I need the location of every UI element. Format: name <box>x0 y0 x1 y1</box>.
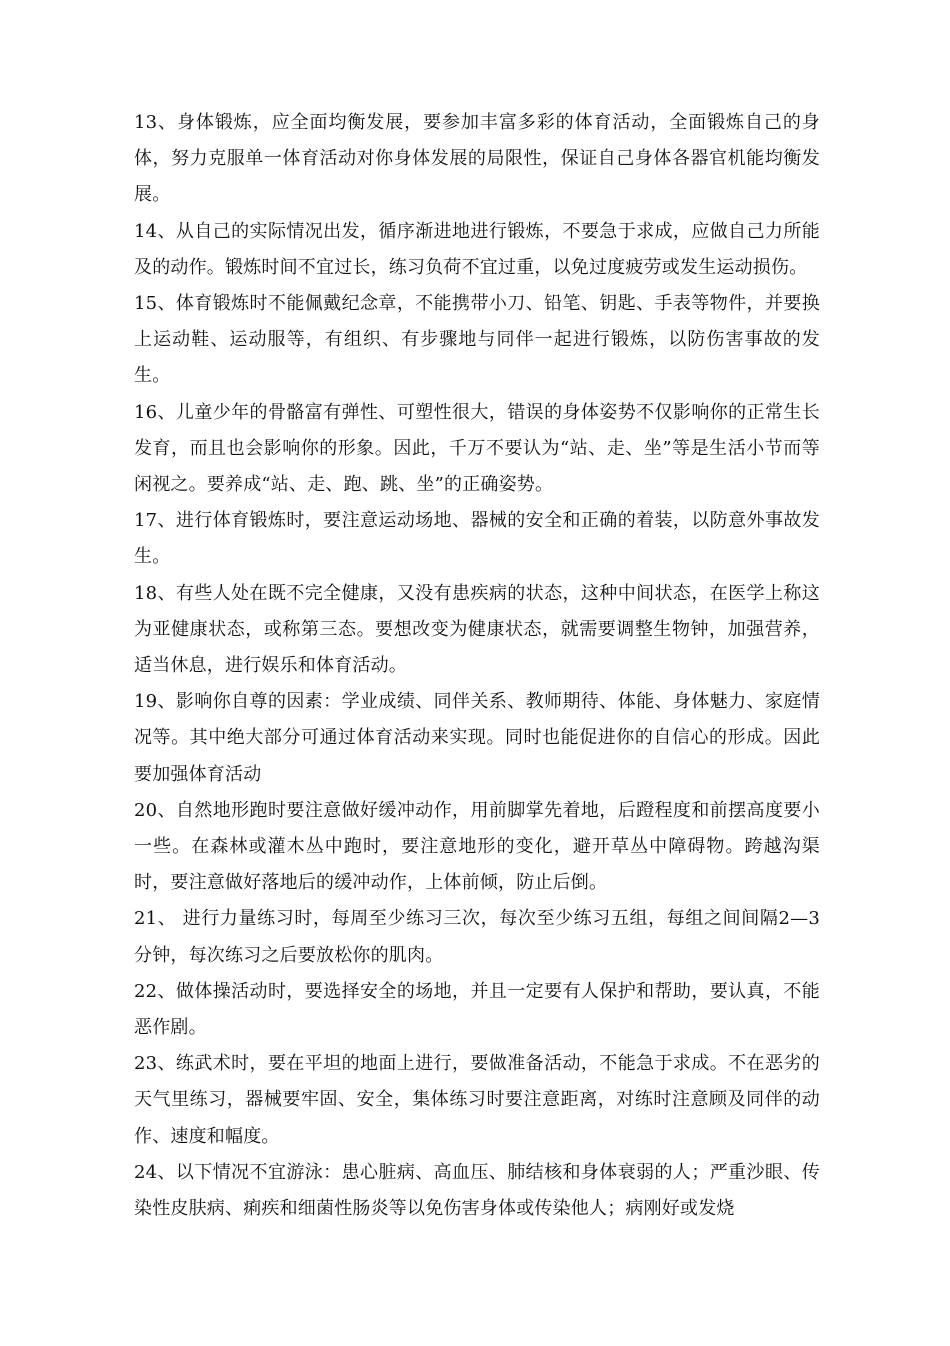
paragraph-18: 18、有些人处在既不完全健康，又没有患疾病的状态，这种中间状态，在医学上称这为亚健康状态，或称第三态。要想改变为健康状态，就需要调整生物钟，加强营养，适当休息，进行娱乐和体育活动。 <box>134 582 820 677</box>
paragraph-19: 19、影响你自尊的因素：学业成绩、同伴关系、教师期待、体能、身体魅力、家庭情况等。其中绝大部分可通过体育活动来实现。同时也能促进你的自信心的形成。因此要加强体育活动 <box>134 691 820 785</box>
paragraph-24: 24、以下情况不宜游泳：患心脏病、高血压、肺结核和身体衰弱的人；严重沙眼、传染性皮肤病、痢疾和细菌性肠炎等以免伤害身体或传染他人；病刚好或发烧 <box>134 1161 820 1220</box>
document-body <box>134 105 820 1227</box>
paragraph-17: 17、进行体育锻炼时，要注意运动场地、器械的安全和正确的着装，以防意外事故发生。 <box>134 510 820 568</box>
paragraph-15: 15、体育锻炼时不能佩戴纪念章，不能携带小刀、铅笔、钥匙、手表等物件，并要换上运动鞋、运动服等，有组织、有步骤地与同伴一起进行锻炼，以防伤害事故的发生。 <box>134 293 820 387</box>
paragraph-21: 21、 进行力量练习时，每周至少练习三次，每次至少练习五组，每组之间间隔2—3分钟，每次练习之后要放松你的肌肉。 <box>134 908 820 966</box>
paragraph-14: 14、从自己的实际情况出发，循序渐进地进行锻炼，不要急于求成，应做自己力所能及的动作。锻炼时间不宜过长，练习负荷不宜过重，以免过度疲劳或发生运动损伤。 <box>134 220 820 278</box>
paragraph-20: 20、自然地形跑时要注意做好缓冲动作，用前脚掌先着地，后蹬程度和前摆高度要小一些。在森林或灌木丛中跑时，要注意地形的变化，避开草丛中障碍物。跨越沟渠时，要注意做好落地后的缓冲动作，上体前倾，防止后倒。 <box>134 799 820 894</box>
paragraph-23: 23、练武术时，要在平坦的地面上进行，要做准备活动，不能急于求成。不在恶劣的天气里练习，器械要牢固、安全，集体练习时要注意距离，对练时注意顾及同伴的动作、速度和幅度。 <box>134 1053 820 1147</box>
paragraph-22: 22、做体操活动时，要选择安全的场地，并且一定要有人保护和帮助，要认真，不能恶作剧。 <box>134 980 820 1039</box>
paragraph-13: 13、身体锻炼，应全面均衡发展，要参加丰富多彩的体育活动，全面锻炼自己的身体，努力克服单一体育活动对你身体发展的局限性，保证自己身体各器官机能均衡发展。 <box>134 112 820 206</box>
paragraph-16: 16、儿童少年的骨骼富有弹性、可塑性很大，错误的身体姿势不仅影响你的正常生长发育，而且也会影响你的形象。因此，千万不要认为“站、走、坐”等是生活小节而等闲视之。要养成“站、走、跑、跳、坐”的正确姿势。 <box>134 401 820 496</box>
